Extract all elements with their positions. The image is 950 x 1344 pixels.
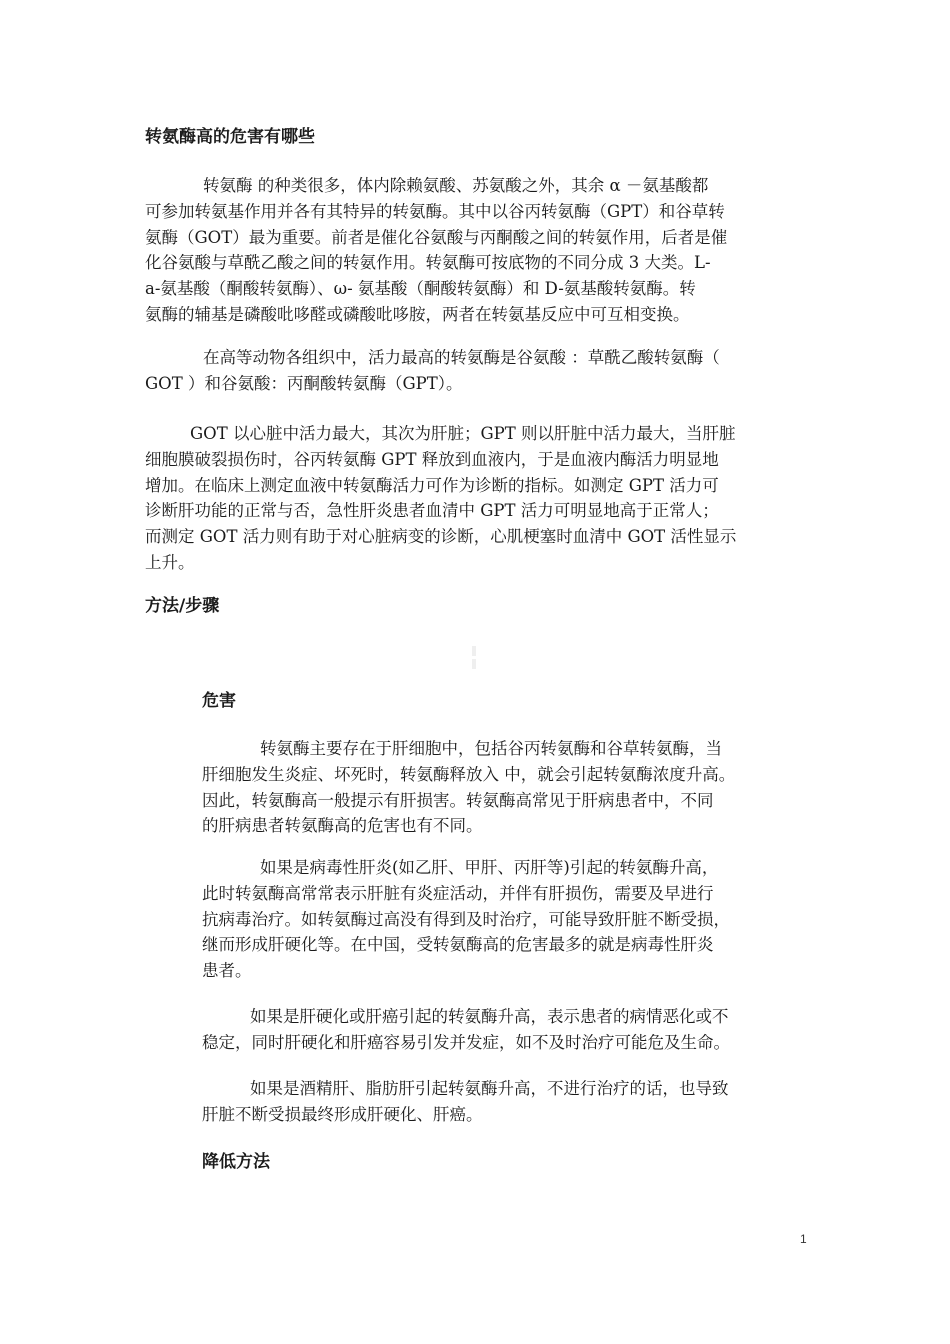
method-heading: 方法/步骤 [145, 596, 220, 616]
text-line: 稳定，同时肝硬化和肝癌容易引发并发症，如不及时治疗可能危及生命。 [202, 1032, 730, 1052]
intro-paragraph-1 [145, 173, 805, 328]
text-line: 抗病毒治疗。如转氨酶过高没有得到及时治疗，可能导致肝脏不断受损， [202, 909, 730, 929]
text-line: 诊断肝功能的正常与否，急性肝炎患者血清中 GPT 活力可明显地高于正常人； [145, 501, 719, 521]
page-number: 1 [800, 1232, 807, 1246]
text-line: 在高等动物各组织中，活力最高的转氨酶是谷氨酸 ：草酰乙酸转氨酶（ [203, 348, 720, 367]
harm-paragraph-3 [202, 1004, 818, 1056]
intro-paragraph-2 [145, 345, 805, 397]
document-title: 转氨酶高的危害有哪些 [145, 127, 315, 147]
text-line: 上升。 [145, 552, 195, 572]
text-line: 此时转氨酶高常常表示肝脏有炎症活动，并伴有肝损伤，需要及早进行 [202, 883, 714, 903]
text-line: 肝细胞发生炎症、坏死时，转氨酶释放入 中，就会引起转氨酶浓度升高。 [202, 764, 736, 784]
reduce-heading: 降低方法 [202, 1152, 270, 1172]
text-line: 如果是病毒性肝炎(如乙肝、甲肝、丙肝等)引起的转氨酶升高， [260, 858, 719, 877]
text-line: 转氨酶主要存在于肝细胞中，包括谷丙转氨酶和谷草转氨酶，当 [260, 739, 722, 758]
text-line: 化谷氨酸与草酰乙酸之间的转氨作用。转氨酶可按底物的不同分成 3 大类。L- [145, 253, 711, 273]
text-line: 细胞膜破裂损伤时，谷丙转氨酶 GPT 释放到血液内，于是血液内酶活力明显地 [145, 449, 719, 469]
text-line: 可参加转氨基作用并各有其特异的转氨酶。其中以谷丙转氨酶（GPT）和谷草转 [145, 201, 725, 221]
intro-paragraph-3 [145, 421, 805, 576]
text-line: 而测定 GOT 活力则有助于对心脏病变的诊断，心肌梗塞时血清中 GOT 活性显示 [145, 527, 737, 547]
text-line: 增加。在临床上测定血液中转氨酶活力可作为诊断的指标。如测定 GPT 活力可 [145, 475, 719, 495]
text-line: 的肝病患者转氨酶高的危害也有不同。 [202, 816, 483, 836]
text-line: 继而形成肝硬化等。在中国，受转氨酶高的危害最多的就是病毒性肝炎 [202, 935, 714, 955]
text-line: GOT ）和谷氨酸：丙酮酸转氨酶（GPT）。 [145, 373, 463, 393]
text-line: 如果是肝硬化或肝癌引起的转氨酶升高，表示患者的病情恶化或不 [250, 1007, 729, 1026]
text-line: 因此，转氨酶高一般提示有肝损害。转氨酶高常见于肝病患者中，不同 [202, 790, 714, 810]
text-line: 如果是酒精肝、脂肪肝引起转氨酶升高，不进行治疗的话，也导致 [250, 1079, 729, 1098]
text-line: 转氨酶 的种类很多，体内除赖氨酸、苏氨酸之外，其余 α －氨基酸都 [203, 176, 709, 195]
text-line: 患者。 [202, 961, 252, 981]
text-line: 氨酶的辅基是磷酸吡哆醛或磷酸吡哆胺，两者在转氨基反应中可互相变换。 [145, 304, 690, 324]
text-line: a-氨基酸（酮酸转氨酶）、ω- 氨基酸（酮酸转氨酶）和 D-氨基酸转氨酶。转 [145, 279, 696, 299]
harm-paragraph-4 [202, 1076, 818, 1128]
harm-paragraph-1 [202, 736, 818, 839]
faint-image-placeholder [472, 646, 512, 660]
text-line: 肝脏不断受损最终形成肝硬化、肝癌。 [202, 1104, 483, 1124]
text-line: 氨酶（GOT）最为重要。前者是催化谷氨酸与丙酮酸之间的转氨作用，后者是催 [145, 227, 728, 247]
harm-heading: 危害 [202, 691, 236, 711]
text-line: GOT 以心脏中活力最大，其次为肝脏；GPT 则以肝脏中活力最大，当肝脏 [190, 424, 736, 443]
harm-paragraph-2 [202, 855, 818, 984]
